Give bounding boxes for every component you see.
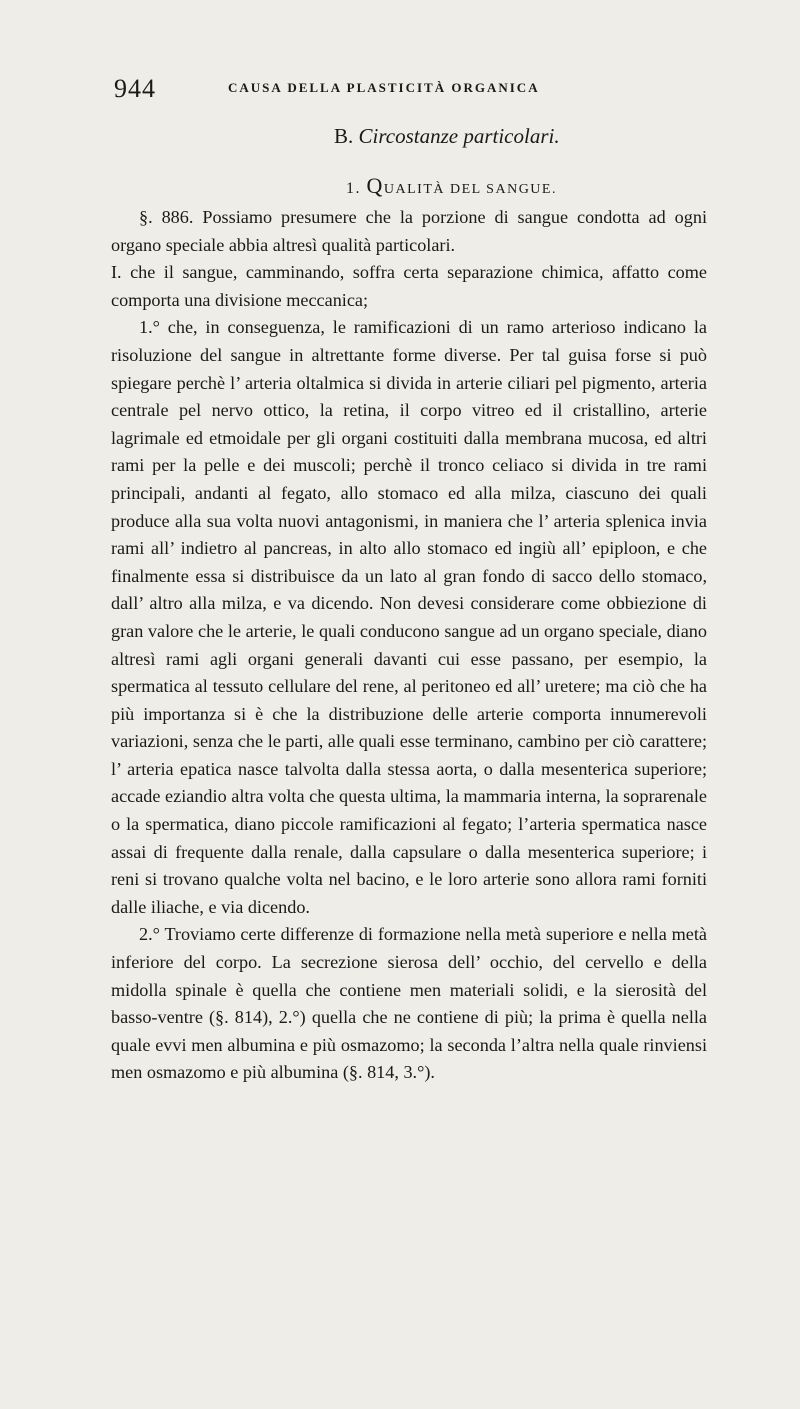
paragraph: I. che il sangue, camminando, soffra certa separazione chimica, affatto come comporta una divisione meccanica; bbox=[111, 262, 707, 310]
subsection-number: 1. bbox=[346, 180, 361, 197]
body-text bbox=[111, 204, 707, 1087]
section-letter: B. bbox=[334, 124, 354, 148]
subsection-title: UALITÀ DEL SANGUE. bbox=[383, 182, 557, 197]
paragraph: 1.° che, in conseguenza, le ramificazioni di un ramo arterioso indicano la risoluzione del sangue in altrettante forme diverse. Per tal guisa forse si può spiegare perchè l’ arteria oltalmica si divida in arterie ciliari pel pigmento, arteria centrale pel nervo ottico, la retina, il corpo vitreo ed il cristallino, arterie lagrimale ed etmoidale per gli organi costituiti dalla membrana mucosa, ed altri rami per la pelle e dei muscoli; perchè il tronco celiaco si divida in tre rami principali, andanti al fegato, allo stomaco ed alla milza, ciascuno dei quali produce alla sua volta nuovi antagonismi, in maniera che l’ arteria splenica invia rami all’ indietro al pancreas, in alto allo stomaco ed ingiù all’ epiploon, e che finalmente essa si distribuisce da un lato al gran fondo di sacco dello stomaco, dall’ altro alla milza, e va dicendo. Non devesi considerare come obbiezione di gran valore che le arterie, le quali conducono sangue ad un organo speciale, diano altresì rami agli organi generali davanti cui esse passano, per esempio, la spermatica al tessuto cellulare del rene, al peritoneo ed all’ uretere; ma ciò che ha più importanza si è che la distribuzione delle arterie comporta innumerevoli variazioni, senza che le parti, alle quali esse terminano, cambino per ciò carattere; l’ arteria epatica nasce talvolta dalla stessa aorta, o dalla mesenterica superiore; accade eziandio altra volta che questa ultima, la mammaria interna, la soprarenale o la spermatica, diano piccole ramificazioni al fegato; l’arteria spermatica nasce assai di frequente dalla renale, dalla capsulare o dalla mesenterica superiore; i reni si trovano qualche volta nel bacino, e le loro arterie sono allora rami forniti dalle iliache, e via dicendo. bbox=[111, 317, 707, 917]
paragraph: 2.° Troviamo certe differenze di formazione nella metà superiore e nella metà inferiore del corpo. La secrezione sierosa dell’ occhio, del cervello e della midolla spinale è quella che contiene men materiali solidi, e la sierosità del basso-ventre (§. 814), 2.°) quella che ne contiene di più; la prima è quella nella quale evvi men albumina e più osmazomo; la seconda l’altra nella quale rinviensi men osmazomo e più albumina (§. 814, 3.°). bbox=[111, 924, 707, 1083]
subsection-heading bbox=[346, 173, 557, 199]
page-number: 944 bbox=[114, 74, 156, 103]
subsection-initial: Q bbox=[366, 173, 384, 198]
running-head bbox=[114, 74, 704, 104]
running-title: CAUSA DELLA PLASTICITÀ ORGANICA bbox=[228, 80, 540, 95]
section-title: Circostanze particolari. bbox=[358, 124, 560, 148]
section-heading bbox=[334, 124, 560, 149]
paragraph: §. 886. Possiamo presumere che la porzione di sangue condotta ad ogni organo speciale abbia altresì qualità particolari. bbox=[111, 207, 707, 255]
